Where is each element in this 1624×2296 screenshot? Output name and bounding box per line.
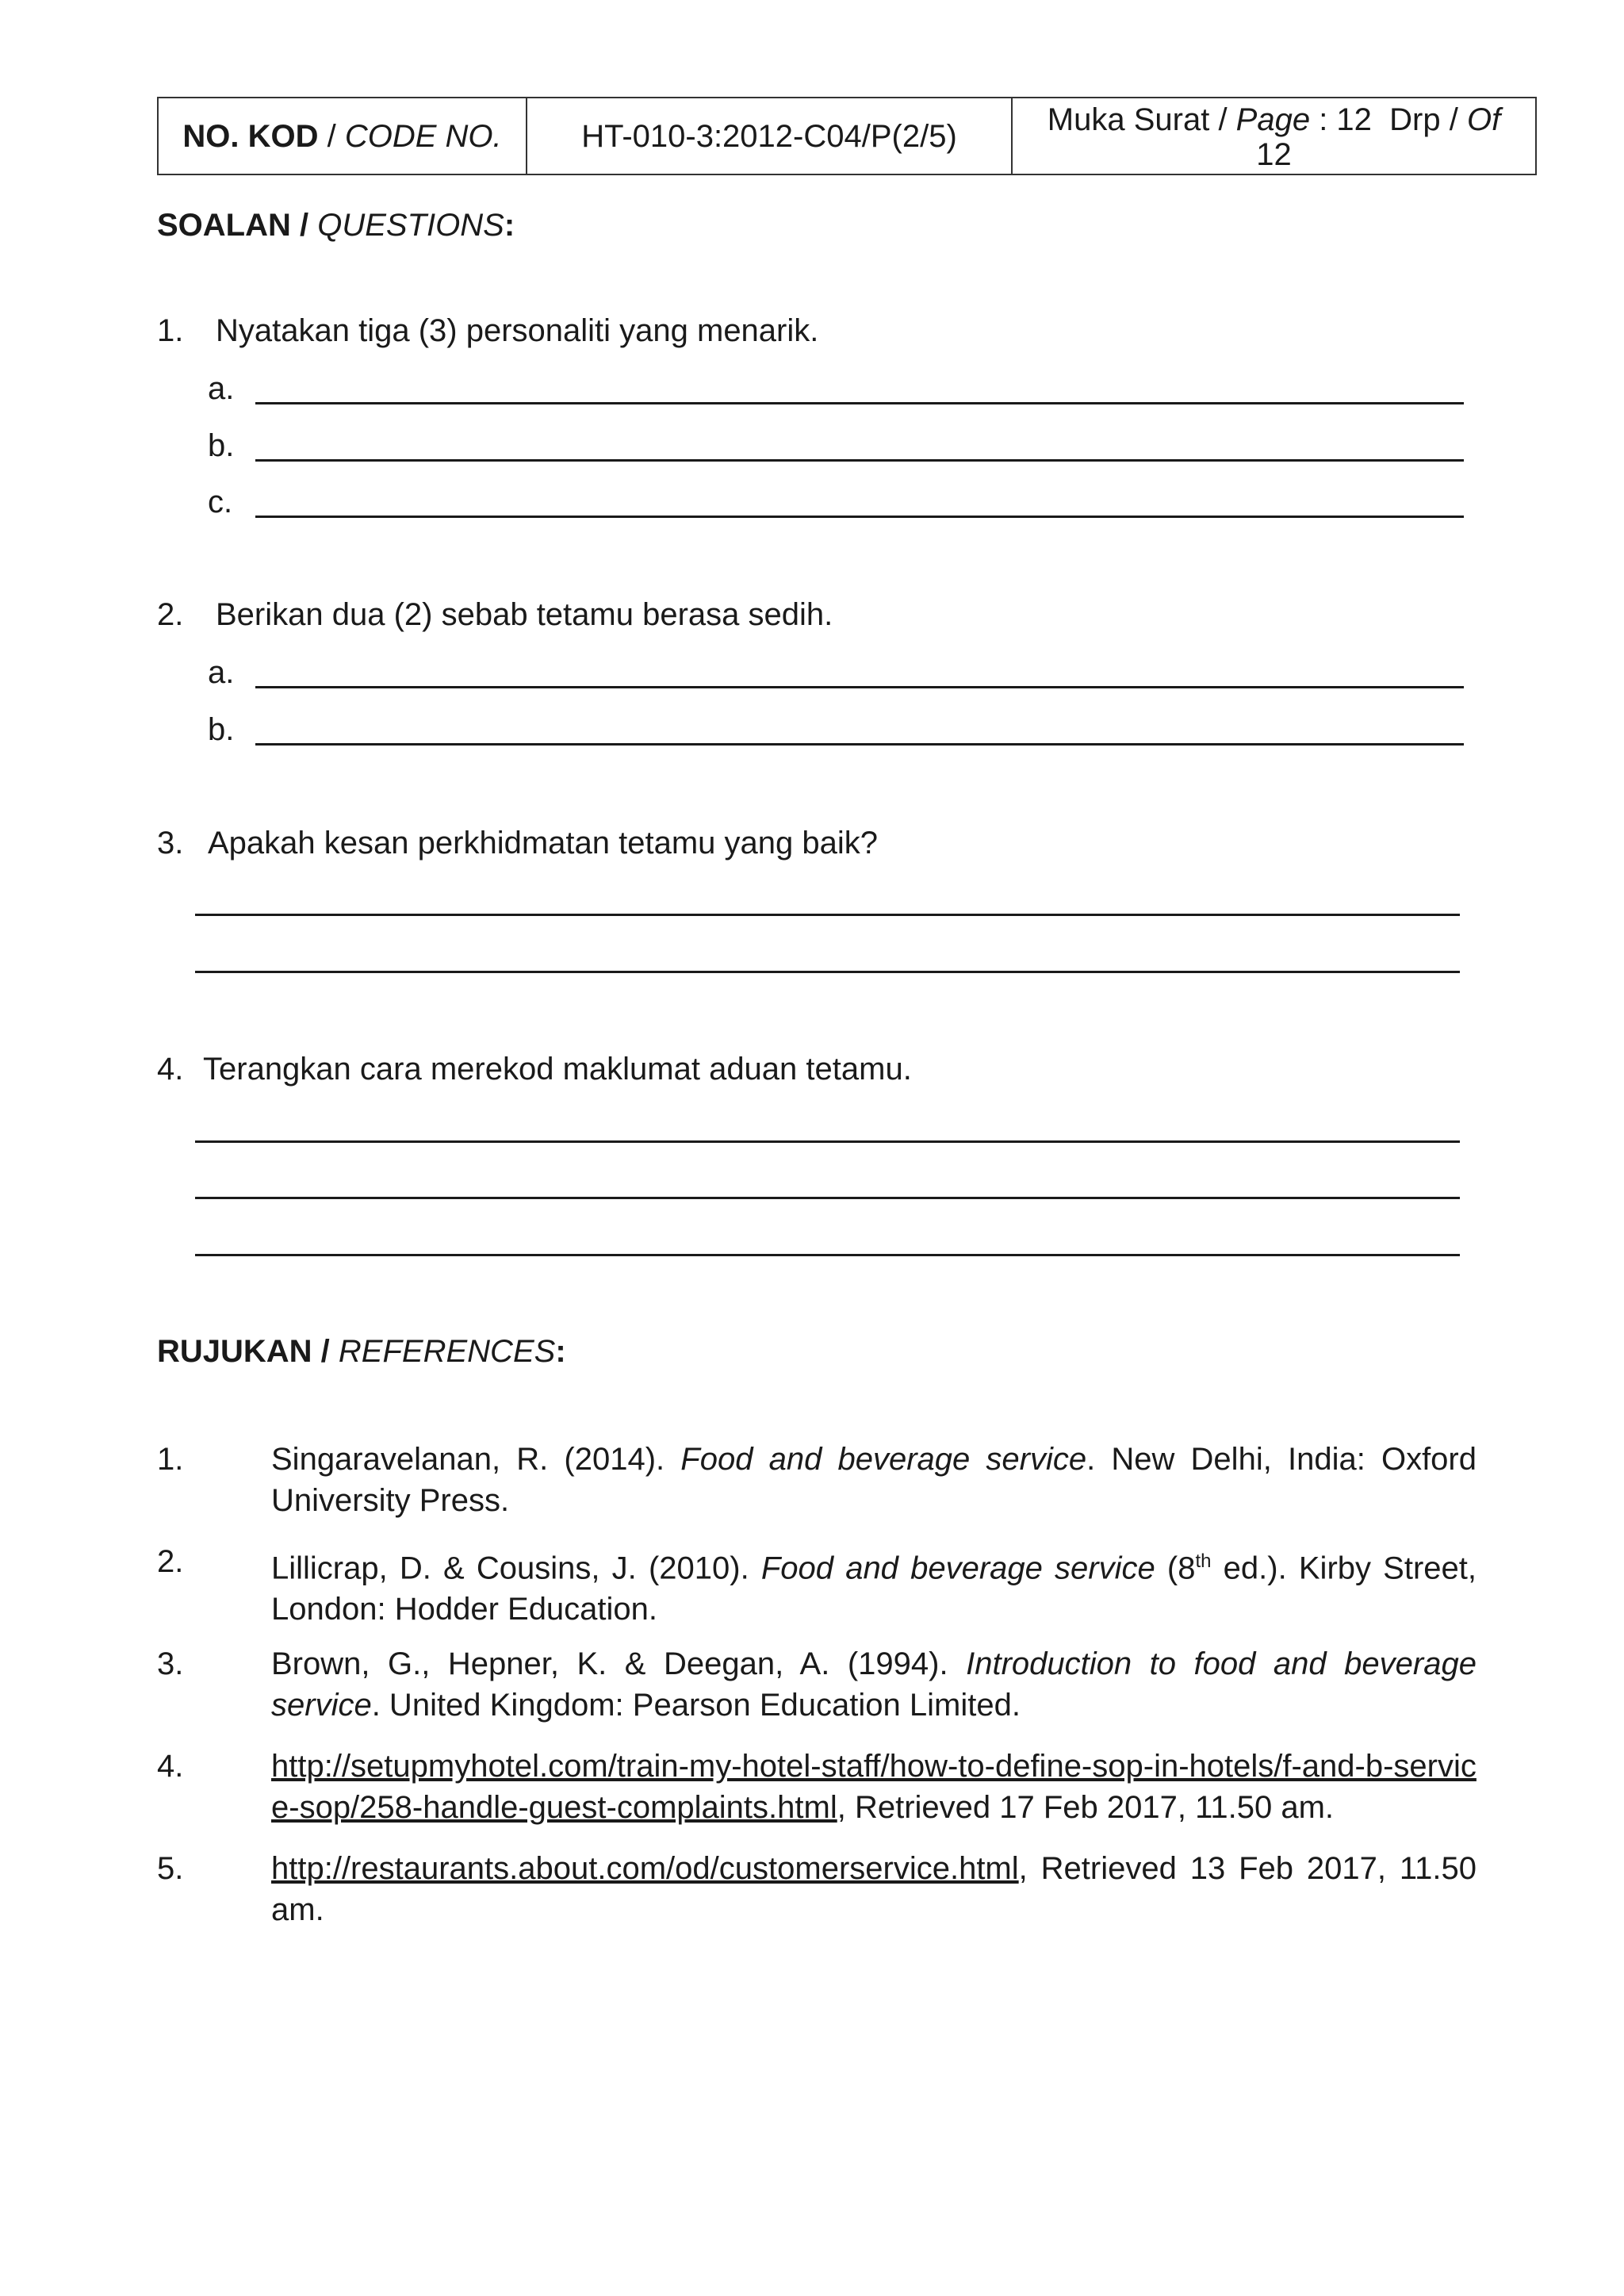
page-mid: : 12 Drp / xyxy=(1310,102,1467,137)
reference-1-number: 1. xyxy=(157,1442,184,1477)
reference-5-link[interactable]: http://restaurants.about.com/od/customerservice.html xyxy=(271,1851,1019,1886)
reference-2-title: Food and beverage service xyxy=(760,1550,1155,1586)
answer-line[interactable] xyxy=(255,743,1464,746)
reference-2-edition-sup: th xyxy=(1195,1550,1212,1572)
reference-2-edition: (8 xyxy=(1155,1550,1196,1586)
questions-heading-bold: SOALAN / xyxy=(157,208,309,243)
reference-1-rest: . New Delhi, India: Oxford University Press. xyxy=(271,1442,1477,1518)
question-2-sub-b: b. xyxy=(208,712,235,747)
reference-2 xyxy=(271,1541,1477,1630)
reference-2-authors: Lillicrap, D. & Cousins, J. (2010). xyxy=(271,1550,761,1586)
answer-line[interactable] xyxy=(195,1254,1460,1256)
reference-1-authors: Singaravelanan, R. (2014). xyxy=(271,1442,681,1477)
reference-5-number: 5. xyxy=(157,1851,184,1886)
code-label-cell xyxy=(159,98,527,174)
code-label-bold: NO. KOD xyxy=(182,118,319,154)
answer-line[interactable] xyxy=(195,1140,1460,1143)
reference-4 xyxy=(271,1746,1477,1828)
reference-3-title: Introduction to food and beverage service xyxy=(271,1646,1477,1723)
answer-line[interactable] xyxy=(255,686,1464,688)
code-value-cell xyxy=(527,98,1013,174)
answer-line[interactable] xyxy=(195,914,1460,916)
answer-line[interactable] xyxy=(195,971,1460,973)
question-1-sub-b: b. xyxy=(208,428,235,463)
question-1-number: 1. xyxy=(157,313,184,348)
questions-heading xyxy=(157,206,515,244)
page-of-italic: Of xyxy=(1466,102,1501,137)
questions-heading-colon: : xyxy=(504,208,515,243)
page-total: 12 xyxy=(1256,136,1292,172)
code-label-sep: / xyxy=(318,118,345,154)
question-4-number: 4. xyxy=(157,1052,184,1087)
page-number-cell xyxy=(1013,98,1535,174)
reference-1 xyxy=(271,1439,1477,1521)
question-1-sub-a: a. xyxy=(208,371,235,406)
references-heading-bold: RUJUKAN / xyxy=(157,1334,330,1369)
reference-3-rest: . United Kingdom: Pearson Education Limited. xyxy=(371,1688,1021,1723)
document-header-table xyxy=(157,97,1537,175)
question-1-text: Nyatakan tiga (3) personaliti yang menarik. xyxy=(216,313,819,348)
question-2-number: 2. xyxy=(157,597,184,632)
reference-3 xyxy=(271,1643,1477,1726)
page-italic: Page xyxy=(1235,102,1311,137)
reference-4-number: 4. xyxy=(157,1749,184,1784)
questions-heading-italic: QUESTIONS xyxy=(317,208,504,243)
reference-5-rest: , Retrieved 13 Feb 2017, 11.50 am. xyxy=(271,1851,1477,1927)
reference-2-rest: ed.). Kirby Street, London: Hodder Education. xyxy=(271,1550,1477,1627)
question-1-sub-c: c. xyxy=(208,485,233,519)
page-prefix: Muka Surat / xyxy=(1047,102,1236,137)
reference-5 xyxy=(271,1848,1477,1930)
question-4-text: Terangkan cara merekod maklumat aduan tetamu. xyxy=(203,1052,912,1087)
question-2-text: Berikan dua (2) sebab tetamu berasa sedih. xyxy=(216,597,833,632)
answer-line[interactable] xyxy=(255,459,1464,462)
reference-3-number: 3. xyxy=(157,1646,184,1681)
answer-line[interactable] xyxy=(255,516,1464,518)
question-2-sub-a: a. xyxy=(208,655,235,690)
references-heading-italic: REFERENCES xyxy=(338,1334,556,1369)
answer-line[interactable] xyxy=(195,1197,1460,1199)
question-3-text: Apakah kesan perkhidmatan tetamu yang baik? xyxy=(208,826,878,861)
code-label-italic: CODE NO. xyxy=(344,118,502,154)
answer-line[interactable] xyxy=(255,402,1464,404)
reference-1-title: Food and beverage service xyxy=(680,1442,1087,1477)
references-heading xyxy=(157,1332,566,1370)
code-value: HT-010-3:2012-C04/P(2/5) xyxy=(581,118,957,154)
reference-2-number: 2. xyxy=(157,1544,184,1579)
reference-3-authors: Brown, G., Hepner, K. & Deegan, A. (1994). xyxy=(271,1646,967,1681)
question-3-number: 3. xyxy=(157,826,184,861)
reference-4-link[interactable]: http://setupmyhotel.com/train-my-hotel-staff/how-to-define-sop-in-hotels/f-and-b-service-sop/258-handle-guest-complaints.html xyxy=(271,1749,1477,1825)
references-heading-colon: : xyxy=(555,1334,566,1369)
reference-4-rest: , Retrieved 17 Feb 2017, 11.50 am. xyxy=(837,1790,1335,1825)
